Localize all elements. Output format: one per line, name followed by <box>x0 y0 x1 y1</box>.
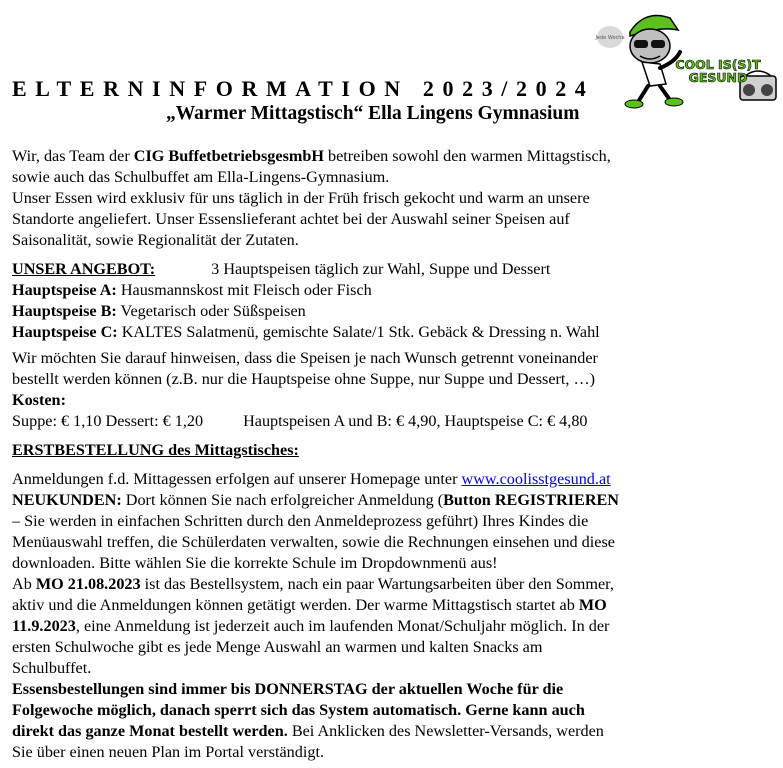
page-title: ELTERNINFORMATION 2023/2024 <box>12 76 595 101</box>
kosten-line: Suppe: € 1,10 Dessert: € 1,20 Hauptspeisen A und B: € 4,90, Hauptspeise C: € 4,80 <box>12 412 588 430</box>
intro-line: Wir, das Team der CIG BuffetbetriebsgesmbH betreiben sowohl den warmen Mittagstisch, <box>12 147 611 165</box>
document-header <box>12 76 594 102</box>
intro-line: Unser Essen wird exklusiv für uns täglich in der Früh frisch gekocht und warm an unsere <box>12 189 590 207</box>
page-subtitle: „Warmer Mittagstisch“ Ella Lingens Gymnasium <box>166 103 580 124</box>
angebot-summary: 3 Hauptspeisen täglich zur Wahl, Suppe und Dessert <box>211 260 551 278</box>
sunglasses-icon <box>634 40 648 48</box>
hauptspeise-b: Hauptspeise B: Vegetarisch oder Süßspeisen <box>12 302 306 320</box>
brand-text-line2: GESUND <box>688 70 748 85</box>
angebot-heading-line <box>12 259 712 280</box>
intro-section <box>12 146 712 251</box>
intro-line: Standorte angeliefert. Unser Essenslieferant achtet bei der Auswahl seiner Speisen auf <box>12 210 570 228</box>
cool-isst-gesund-logo <box>590 4 780 112</box>
homepage-link[interactable]: www.coolisstgesund.at <box>461 470 611 488</box>
brand-text-line1: COOL IS(S)T <box>675 57 761 72</box>
intro-line: Saisonalität, sowie Regionalität der Zutaten. <box>12 231 299 249</box>
erstbestellung-body: Anmeldungen f.d. Mittagessen erfolgen auf unserer Homepage unter www.coolisstgesund.at NEUKUNDEN: Dort können Sie nach erfolgreicher Anmeldung (Button REGISTRIEREN – Sie werden in einfachen Schritten durch den Anmeldeprozess geführt) Ihres Kindes die Menüauswahl treffen, die Schülerdaten verwalten, sowie die Rechnungen einsehen und diese downloaden. Bitte wählen Sie die korrekte Schule im Dropdownmenü aus! Ab MO 21.08.2023 ist das Bestellsystem, nach ein paar Wartungsarbeiten über den Sommer, aktiv und die Anmeldungen können getätigt werden. Der warme Mittagstisch startet ab MO 11.9.2023, eine Anmeldung ist jederzeit auch im laufenden Monat/Schuljahr möglich. In der ersten Schulwoche gibt es jede Menge Auswahl an warmen und kalten Snacks am Schulbuffet. Essensbestellungen sind immer bis DONNERSTAG der aktuellen Woche für die Folgewoche möglich, danach sperrt sich das System automatisch. Gerne kann auch direkt das ganze Monat bestellt werden. Bei Anklicken des Newsletter-Versands, werden Sie über einen neuen Plan im Portal verständigt. <box>12 470 619 761</box>
kosten-label: Kosten: <box>12 391 66 409</box>
hauptspeise-a: Hauptspeise A: Hausmannskost mit Fleisch oder Fisch <box>12 281 372 299</box>
angebot-heading: UNSER ANGEBOT: <box>12 260 156 278</box>
erst-heading: ERSTBESTELLUNG des Mittagstisches: <box>12 441 299 459</box>
angebot-section <box>12 259 712 343</box>
hauptspeise-c: Hauptspeise C: KALTES Salatmenü, gemischte Salate/1 Stk. Gebäck & Dressing n. Wahl <box>12 323 600 341</box>
bubble-text: Jede Woche <box>595 35 625 41</box>
intro-line: sowie auch das Schulbuffet am Ella-Lingens-Gymnasium. <box>12 168 390 186</box>
erstbestellung-section <box>12 440 712 461</box>
angebot-hint: Wir möchten Sie darauf hinweisen, dass die Speisen je nach Wunsch getrennt voneinander bestellt werden können (z.B. nur die Hauptspeise ohne Suppe, nur Suppe und Dessert, …) Kosten: Suppe: € 1,10 Dessert: € 1,20 Hauptspeisen A und B: € 4,90, Hauptspeise C: € 4,80 <box>12 348 712 432</box>
